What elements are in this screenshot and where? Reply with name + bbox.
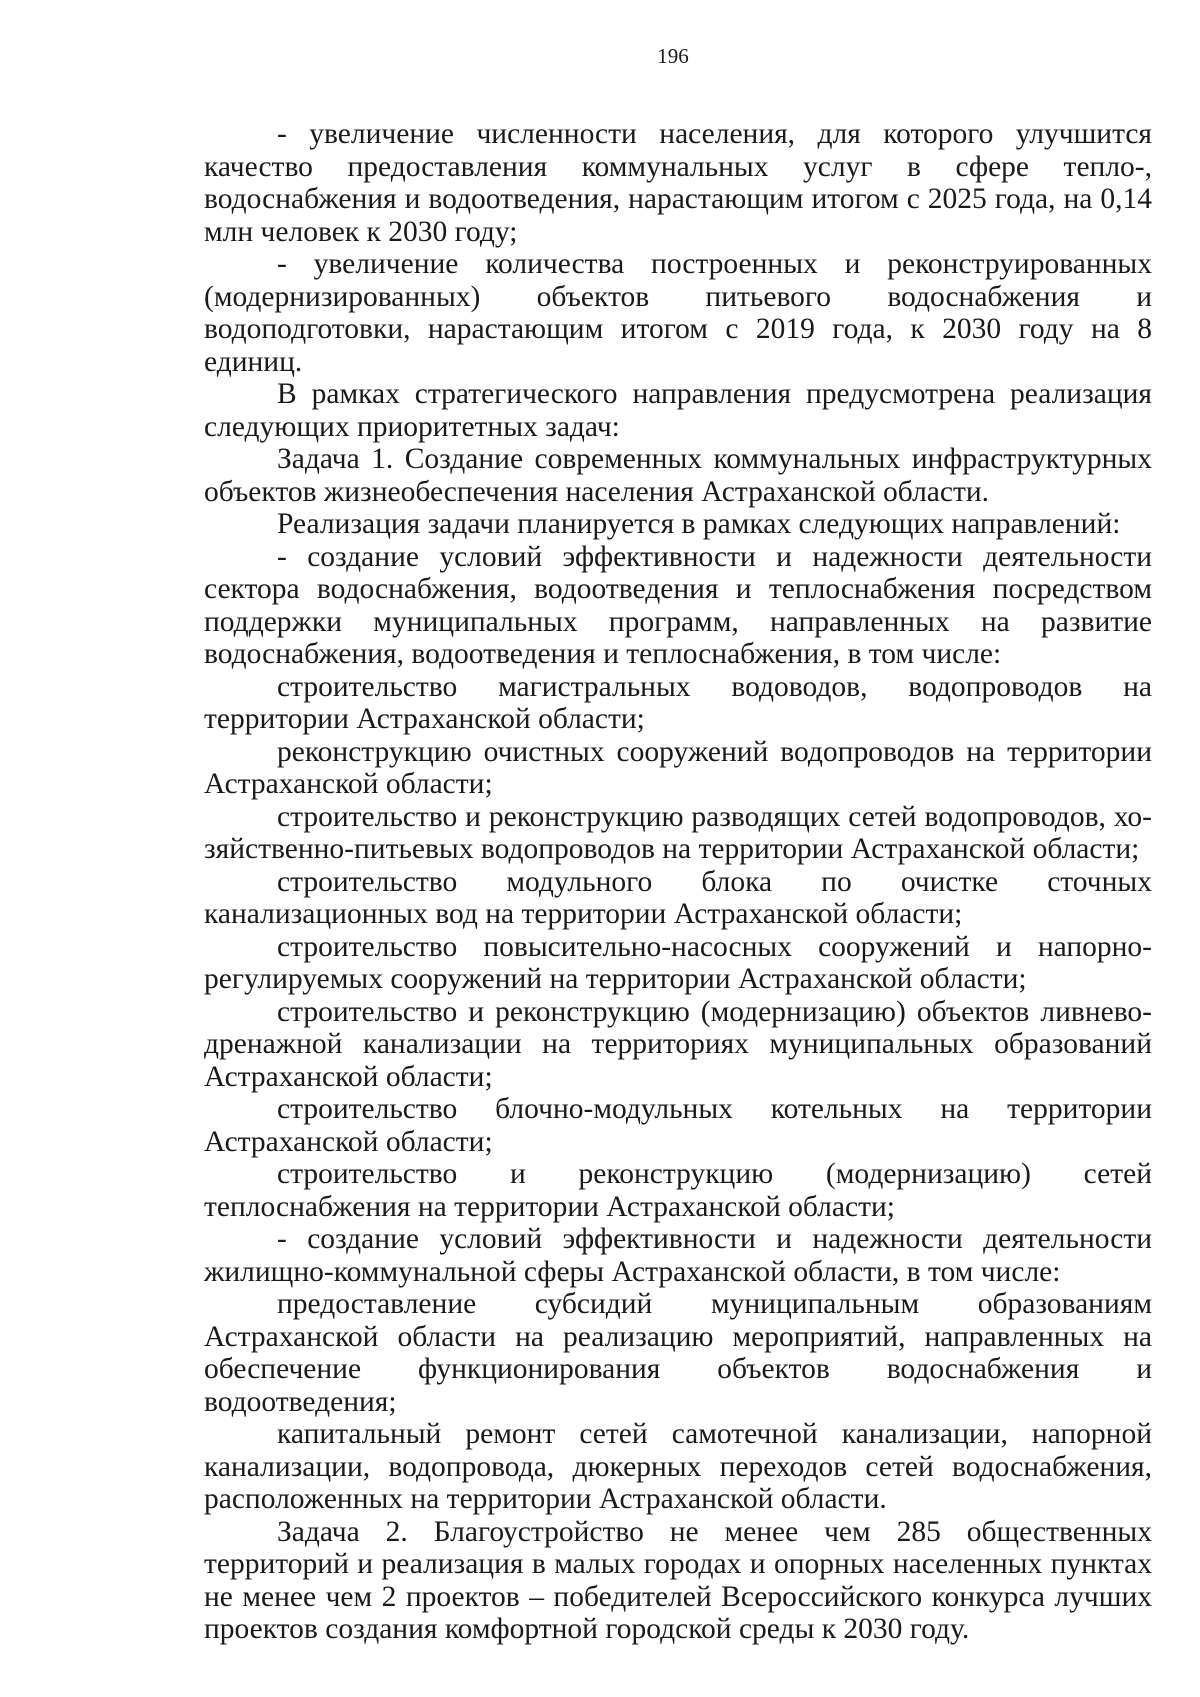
paragraph: Задача 1. Создание современных коммунальных инфраструктурных объектов жизнеобеспечения населения Астраханской области. bbox=[204, 443, 1152, 508]
paragraph: Реализация задачи планируется в рамках следующих направлений: bbox=[277, 508, 1121, 540]
paragraph: - создание условий эффективности и надежности деятельности жилищно-коммунальной сферы Астраханской области, в том числе: bbox=[204, 1223, 1152, 1288]
paragraph: Задача 2. Благоустройство не менее чем 285 общественных территорий и реализация в малых городах и опорных населенных пунктах не менее чем 2 проектов – победителей Всероссийского конкурса лучших проектов создания комфортной городской среды к 2030 году. bbox=[204, 1515, 1152, 1645]
paragraph: строительство и реконструкцию (модернизацию) сетей теплоснабжения на территории Астраханской области; bbox=[204, 1158, 1152, 1223]
paragraph: - увеличение количества построенных и реконструированных (модернизированных) объектов питьевого водоснабжения и водоподготовки, нарастающим итогом с 2019 года, к 2030 году на 8 единиц. bbox=[204, 248, 1152, 378]
paragraph: капитальный ремонт сетей самотечной канализации, напорной канализации, водопровода, дюкерных переходов сетей водоснабжения, расположенных на территории Астраханской области. bbox=[204, 1418, 1152, 1515]
paragraph: предоставление субсидий муниципальным образованиям Астраханской области на реализацию мероприятий, направленных на обеспечение функционирования объектов водоснабжения и водоотведения; bbox=[204, 1288, 1152, 1418]
paragraph: строительство магистральных водоводов, водопроводов на территории Астраханской области; bbox=[204, 670, 1152, 735]
paragraph: строительство повысительно-насосных сооружений и напорно-регулируемых сооружений на территории Астраханской области; bbox=[204, 930, 1152, 995]
paragraph: - увеличение численности населения, для которого улучшится качество предоставления коммунальных услуг в сфере тепло-, водоснабжения и водоотведения, нарастающим итогом с 2025 года, на 0,14 млн человек к 2030 году; bbox=[204, 118, 1152, 248]
paragraph: строительство модульного блока по очистке сточных канализационных вод на территории Астраханской области; bbox=[204, 865, 1152, 930]
paragraph: строительство блочно-модульных котельных на территории Астраханской области; bbox=[204, 1093, 1152, 1158]
paragraph: реконструкцию очистных сооружений водопроводов на территории Астраханской области; bbox=[204, 735, 1152, 800]
paragraph: строительство и реконструкцию разводящих сетей водопроводов, хозяйственно-питьевых водопроводов на территории Астраханской области; bbox=[204, 800, 1152, 865]
paragraph: - создание условий эффективности и надежности деятельности сектора водоснабжения, водоотведения и теплоснабжения посредством поддержки муниципальных программ, направленных на развитие водоснабжения, водоотведения и теплоснабжения, в том числе: bbox=[204, 540, 1152, 670]
paragraph: В рамках стратегического направления предусмотрена реализация следующих приоритетных задач: bbox=[204, 378, 1152, 443]
paragraph: строительство и реконструкцию (модернизацию) объектов ливнево-дренажной канализации на территориях муниципальных образований Астраханской области; bbox=[204, 995, 1152, 1093]
page-number: 196 bbox=[657, 44, 689, 68]
document-body bbox=[204, 118, 1152, 1646]
